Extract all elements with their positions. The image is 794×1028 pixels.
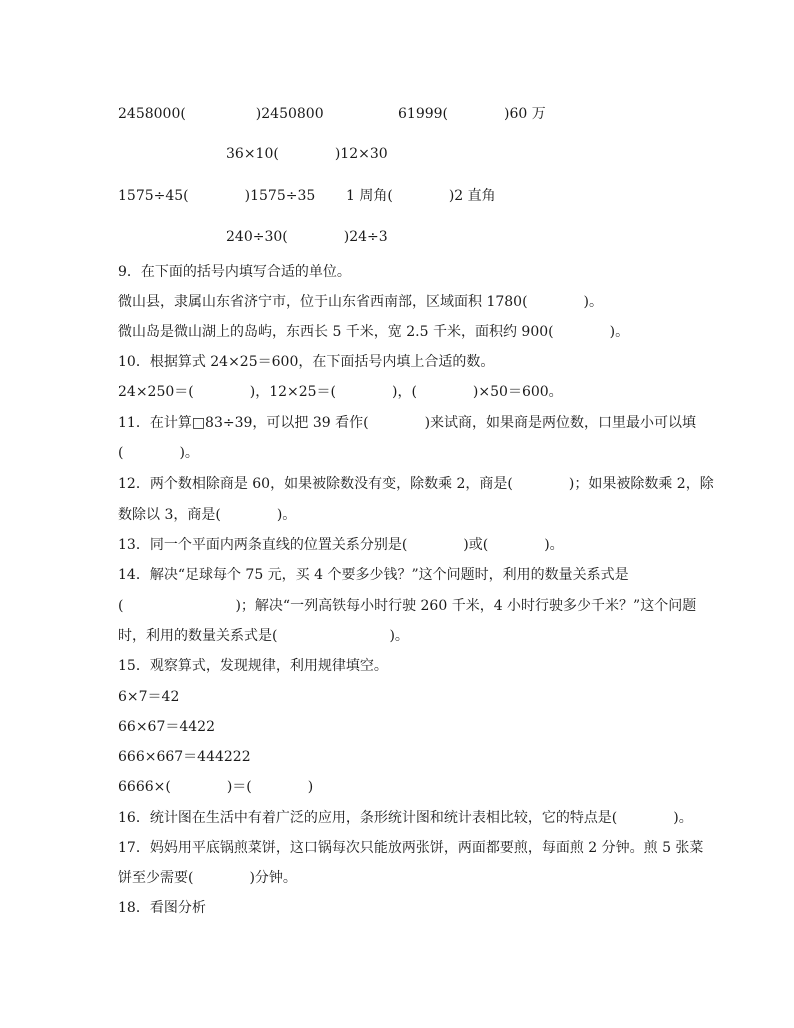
question-12-line-a: 12．两个数相除商是 60，如果被除数没有变，除数乘 2，商是( )；如果被除数乘 2，除 [118,476,714,492]
comparison-row-1-right: 61999( )60 万 [398,106,546,122]
question-16: 16．统计图在生活中有着广泛的应用，条形统计图和统计表相比较，它的特点是( )。 [118,810,693,826]
comparison-row-3-right: 1 周角( )2 直角 [346,188,496,204]
question-15-eq-1: 6×7＝42 [118,689,180,705]
question-14-line-a: 14．解决“足球每个 75 元，买 4 个要多少钱？”这个问题时，利用的数量关系式是 [118,567,629,583]
comparison-row-4: 240÷30( )24÷3 [226,229,388,245]
question-9-title: 9．在下面的括号内填写合适的单位。 [118,264,351,280]
question-12-line-b: 数除以 3，商是( )。 [118,507,297,523]
question-14-line-c: 时，利用的数量关系式是( )。 [118,628,409,644]
question-10-line-a: 24×250＝( )，12×25＝( )，( )×50＝600。 [118,384,563,400]
question-11-line-a: 11．在计算□83÷39，可以把 39 看作( )来试商，如果商是两位数，口里最小可以填 [118,415,697,431]
comparison-row-2: 36×10( )12×30 [226,146,388,162]
question-11-line-b: ( )。 [118,445,199,461]
question-15-eq-4: 6666×( )＝( ) [118,779,314,795]
question-15-eq-2: 66×67＝4422 [118,719,215,735]
question-17-line-b: 饼至少需要( )分钟。 [118,870,297,886]
question-15-eq-3: 666×667＝444222 [118,749,251,765]
question-14-line-b: ( )；解决“一列高铁每小时行驶 260 千米，4 小时行驶多少千米？”这个问题 [118,598,697,614]
question-18-title: 18．看图分析 [118,900,206,916]
question-9-line-a: 微山县，隶属山东省济宁市，位于山东省西南部，区域面积 1780( )。 [118,294,604,310]
question-9-line-b: 微山岛是微山湖上的岛屿，东西长 5 千米，宽 2.5 千米，面积约 900( )。 [118,324,630,340]
question-10-title: 10．根据算式 24×25＝600，在下面括号内填上合适的数。 [118,354,495,370]
question-15-title: 15．观察算式，发现规律，利用规律填空。 [118,658,388,674]
comparison-row-3-left: 1575÷45( )1575÷35 [118,188,316,204]
question-17-line-a: 17．妈妈用平底锅煎菜饼，这口锅每次只能放两张饼，两面都要煎，每面煎 2 分钟。煎 5 张菜 [118,840,704,856]
question-13: 13．同一个平面内两条直线的位置关系分别是( )或( )。 [118,537,564,553]
comparison-row-1-left: 2458000( )2450800 [118,106,324,122]
